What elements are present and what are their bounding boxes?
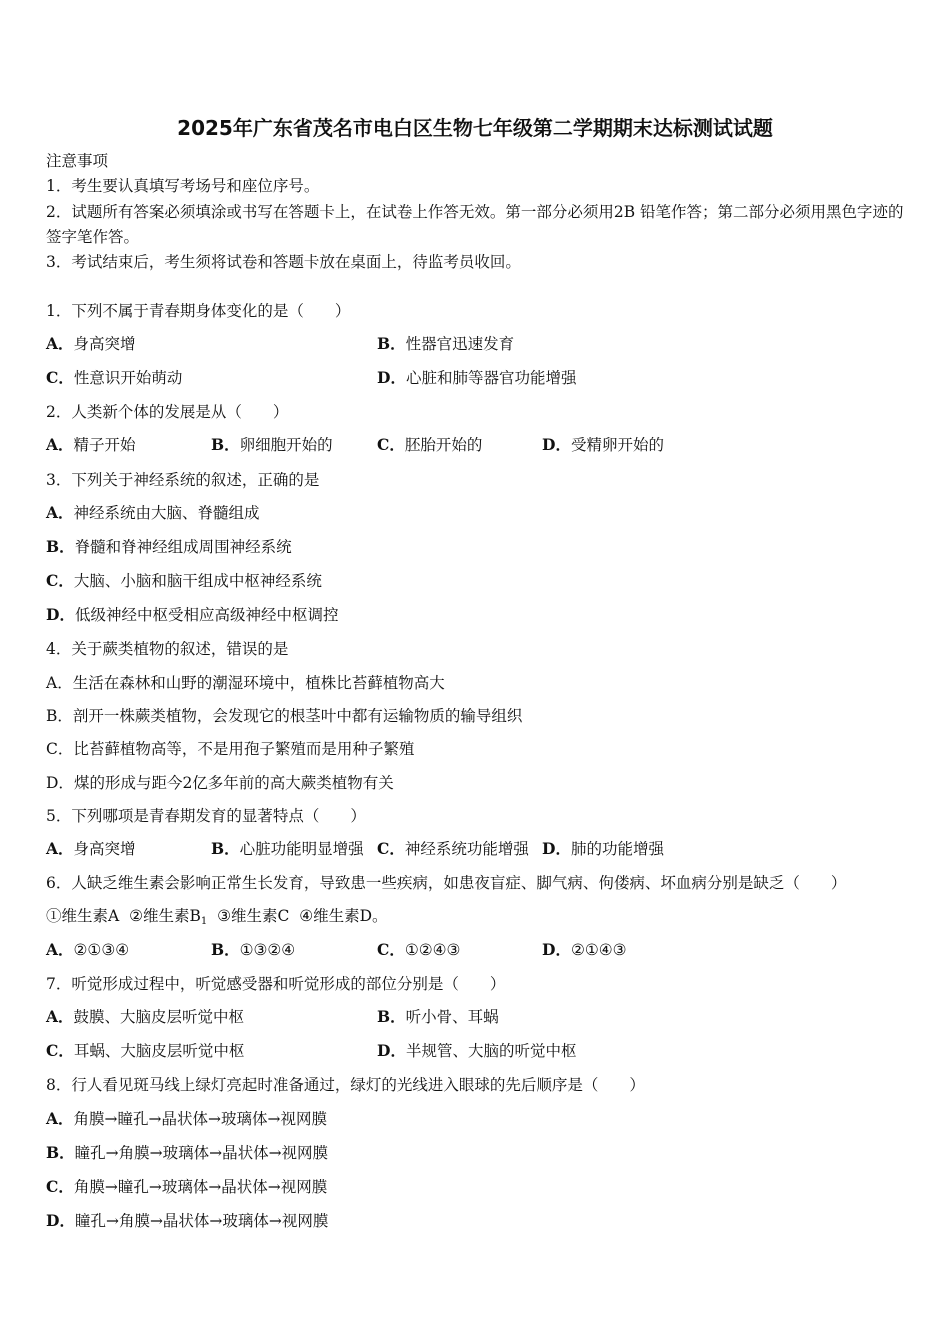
option-letter: D． [542,435,571,454]
option-a [46,939,129,961]
question-stem: 3．下列关于神经系统的叙述，正确的是 [46,471,320,489]
option-letter: D． [46,774,74,792]
question-stem: 1．下列不属于青春期身体变化的是（ ） [46,302,351,320]
vitamin-a: ①维生素A [46,907,120,925]
question-stem: 2．人类新个体的发展是从（ ） [46,403,289,421]
vitamin-list [46,905,388,933]
option-d [542,838,664,860]
option-text: 肺的功能增强 [570,840,664,858]
notice-item-2: 2．试题所有答案必须填涂或书写在答题卡上，在试卷上作答无效。第一部分必须用2B 铅笔作答；第二部分必须用黑色字迹的签字笔作答。 [46,203,904,246]
option-text: 脊髓和脊神经组成周围神经系统 [74,538,292,556]
option-c [377,838,529,860]
option-letter: D． [542,839,571,858]
option-a [46,333,136,355]
option-letter: C． [46,571,74,590]
option-letter: A． [46,839,74,858]
option-b [211,434,333,456]
option-text: 鼓膜、大脑皮层听觉中枢 [73,1008,245,1026]
option-b [377,1006,499,1028]
option-a [46,838,136,860]
option-letter: A． [46,503,74,522]
option-text: 瞳孔→角膜→晶状体→玻璃体→视网膜 [74,1212,329,1230]
option-text: 心脏和肺等器官功能增强 [405,369,577,387]
option-d [46,604,338,626]
option-c [46,367,182,389]
option-text: 半规管、大脑的听觉中枢 [405,1042,577,1060]
option-b [46,705,522,727]
notice-heading: 注意事项 [46,152,109,170]
option-text: 精子开始 [73,436,136,454]
option-d [377,367,576,389]
option-b [377,333,514,355]
question-stem: 8．行人看见斑马线上绿灯亮起时准备通过，绿灯的光线进入眼球的先后顺序是（ ） [46,1076,645,1094]
option-letter: D． [377,1041,406,1060]
option-text: 听小骨、耳蜗 [405,1008,499,1026]
option-text: 生活在森林和山野的潮湿环境中，植株比苔藓植物高大 [72,674,445,692]
option-text: 角膜→瞳孔→晶状体→玻璃体→视网膜 [73,1110,327,1128]
vitamin-d: ④维生素D。 [299,907,388,925]
option-text: 煤的形成与距今2亿多年前的高大蕨类植物有关 [73,774,394,792]
option-letter: B． [211,435,240,454]
option-text: 身高突增 [73,840,136,858]
vitamin-c: ③维生素C [217,907,290,925]
option-text: 低级神经中枢受相应高级神经中枢调控 [74,606,339,624]
option-letter: D． [542,940,571,959]
option-text: 角膜→瞳孔→玻璃体→晶状体→视网膜 [73,1178,328,1196]
option-d [542,939,627,961]
vitamin-b-subscript: 1 [200,916,208,927]
option-a [46,1108,327,1130]
option-d [542,434,664,456]
option-text: 胚胎开始的 [404,436,483,454]
option-text: ②①③④ [73,941,130,959]
option-a [46,672,445,694]
option-d [377,1040,576,1062]
option-text: 耳蜗、大脑皮层听觉中枢 [73,1042,245,1060]
option-text: 大脑、小脑和脑干组成中枢神经系统 [73,572,322,590]
option-letter: B． [46,707,73,725]
option-b [211,939,295,961]
option-text: ①③②④ [239,941,296,959]
option-text: 瞳孔→角膜→玻璃体→晶状体→视网膜 [74,1144,329,1162]
option-text: 卵细胞开始的 [239,436,333,454]
option-a [46,434,136,456]
option-b [46,1142,328,1164]
option-letter: B． [46,537,75,556]
option-letter: C． [46,1177,74,1196]
option-letter: A． [46,674,73,692]
option-letter: A． [46,1007,74,1026]
option-c [377,434,482,456]
option-c [46,738,414,760]
option-letter: D． [46,1211,75,1230]
option-c [377,939,460,961]
option-d [46,1210,328,1232]
option-letter: C． [46,368,74,387]
option-letter: C． [46,740,74,758]
option-text: 比苔藓植物高等，不是用孢子繁殖而是用种子繁殖 [73,740,415,758]
option-letter: C． [377,839,405,858]
option-letter: C． [377,940,405,959]
option-letter: B． [377,1007,406,1026]
option-c [46,1040,244,1062]
option-letter: A． [46,940,74,959]
option-a [46,1006,244,1028]
option-b [211,838,364,860]
option-letter: D． [377,368,406,387]
option-letter: B． [377,334,406,353]
option-text: 受精卵开始的 [570,436,664,454]
question-stem: 4．关于蕨类植物的叙述，错误的是 [46,640,289,658]
option-c [46,1176,327,1198]
option-text: 性意识开始萌动 [73,369,183,387]
option-letter: B． [46,1143,75,1162]
option-text: 神经系统由大脑、脊髓组成 [73,504,260,522]
option-text: 神经系统功能增强 [404,840,529,858]
question-stem: 7．听觉形成过程中，听觉感受器和听觉形成的部位分别是（ ） [46,975,506,993]
question-stem: 5．下列哪项是青春期发育的显著特点（ ） [46,807,366,825]
option-text: 心脏功能明显增强 [239,840,364,858]
option-letter: A． [46,1109,74,1128]
option-letter: A． [46,334,74,353]
option-text: 性器官迅速发育 [405,335,515,353]
page-title: 2025年广东省茂名市电白区生物七年级第二学期期末达标测试试题 [177,116,773,140]
option-letter: A． [46,435,74,454]
option-c [46,570,322,592]
option-a [46,502,260,524]
option-letter: B． [211,940,240,959]
notice-item-3: 3．考试结束后，考生须将试卷和答题卡放在桌面上，待监考员收回。 [46,253,521,271]
option-text: ①②④③ [404,941,461,959]
option-letter: C． [46,1041,74,1060]
option-text: 身高突增 [73,335,136,353]
option-b [46,536,292,558]
option-letter: C． [377,435,405,454]
vitamin-b: ②维生素B [129,907,201,925]
question-stem: 6．人缺乏维生素会影响正常生长发育，导致患一些疾病，如患夜盲症、脚气病、佝偻病、坏血病分别是缺乏（ ） [46,874,847,892]
option-d [46,772,394,794]
option-text: ②①④③ [570,941,627,959]
notice-item-1: 1．考生要认真填写考场号和座位序号。 [46,177,320,195]
option-letter: D． [46,605,75,624]
option-text: 剖开一株蕨类植物，会发现它的根茎叶中都有运输物质的输导组织 [72,707,523,725]
option-letter: B． [211,839,240,858]
